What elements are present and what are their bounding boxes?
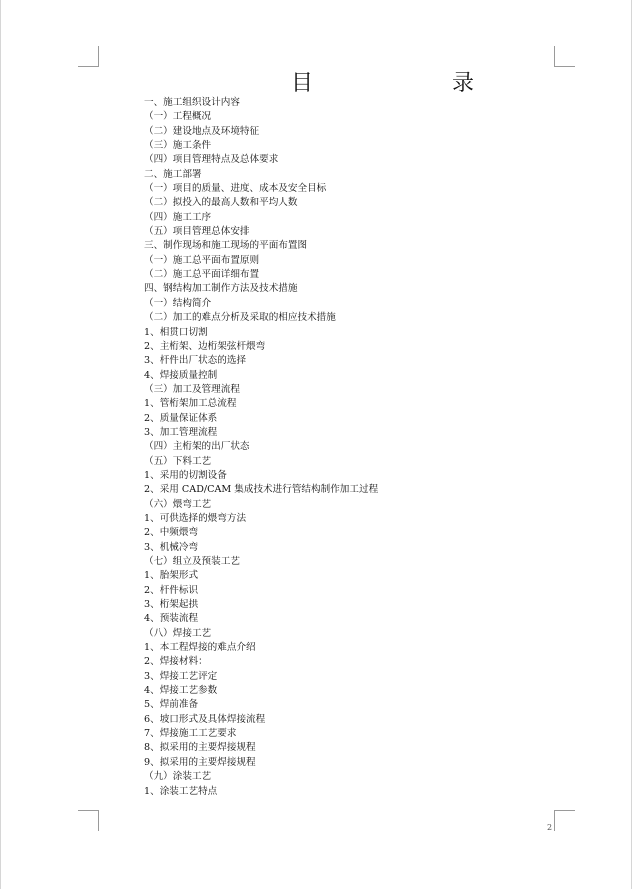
toc-entry: 2、主桁架、边桁架弦杆煨弯 xyxy=(144,340,266,352)
toc-entry: 3、机械冷弯 xyxy=(144,541,199,553)
toc-entry: （一）结构简介 xyxy=(144,297,212,309)
toc-entry: 8、拟采用的主要焊接规程 xyxy=(144,742,256,754)
toc-entry: （三）加工及管理流程 xyxy=(144,383,240,395)
toc-entry: （二）拟投入的最高人数和平均人数 xyxy=(144,197,298,209)
toc-entry: 1、可供选择的煨弯方法 xyxy=(144,512,247,524)
table-of-contents xyxy=(144,96,378,799)
toc-entry: 1、相贯口切割 xyxy=(144,326,208,338)
crop-mark-top-right xyxy=(554,46,575,67)
toc-entry: 三、制作现场和施工现场的平面布置图 xyxy=(144,240,308,252)
toc-entry: （六）煨弯工艺 xyxy=(144,498,212,510)
toc-entry: （八）焊接工艺 xyxy=(144,627,212,639)
toc-entry: （一）项目的质量、进度、成本及安全目标 xyxy=(144,183,327,195)
toc-entry: （四）主桁架的出厂状态 xyxy=(144,441,250,453)
toc-entry: 3、杆件出厂状态的选择 xyxy=(144,355,247,367)
toc-entry: （七）组立及预装工艺 xyxy=(144,556,240,567)
toc-entry: 4、焊接工艺参数 xyxy=(144,685,218,697)
crop-mark-bottom-left xyxy=(78,810,99,831)
toc-entry: 3、焊接工艺评定 xyxy=(144,670,218,682)
toc-entry: 3、桁架起拱 xyxy=(144,599,199,611)
toc-entry: 9、拟采用的主要焊接规程 xyxy=(144,756,256,768)
toc-entry: 一、施工组织设计内容 xyxy=(144,97,240,108)
toc-entry: 1、涂装工艺特点 xyxy=(144,785,218,797)
page-title: 目 录 xyxy=(291,71,540,96)
toc-entry: 2、杆件标识 xyxy=(144,584,199,596)
toc-entry: 4、预装流程 xyxy=(144,613,199,625)
toc-entry: 7、焊接施工工艺要求 xyxy=(144,728,237,740)
toc-entry: （三）施工条件 xyxy=(144,140,212,152)
toc-entry: （二）建设地点及环境特征 xyxy=(144,125,260,137)
toc-entry: 二、施工部署 xyxy=(144,168,202,180)
toc-entry: 2、质量保证体系 xyxy=(144,412,218,424)
toc-entry: （九）涂装工艺 xyxy=(144,771,212,783)
toc-entry: （二）加工的难点分析及采取的相应技术措施 xyxy=(144,312,336,324)
toc-entry: 1、管桁架加工总流程 xyxy=(144,398,237,410)
page-number: 2 xyxy=(547,823,553,832)
toc-entry: 3、加工管理流程 xyxy=(144,426,218,438)
toc-entry: 1、采用的切割设备 xyxy=(144,469,227,481)
toc-entry: 1、本工程焊接的难点介绍 xyxy=(144,642,256,654)
toc-entry: （五）下料工艺 xyxy=(144,455,212,467)
toc-entry: （二）施工总平面详细布置 xyxy=(144,269,260,281)
toc-entry: 4、焊接质量控制 xyxy=(144,369,218,381)
toc-entry: 2、中频煨弯 xyxy=(144,527,199,539)
toc-entry: 6、坡口形式及具体焊接流程 xyxy=(144,713,266,725)
crop-mark-bottom-right xyxy=(554,810,575,831)
toc-entry: 2、焊接材料： xyxy=(144,656,208,668)
toc-entry: 1、胎架形式 xyxy=(144,570,199,582)
toc-entry: （一）施工总平面布置原则 xyxy=(144,254,260,266)
toc-entry: 四、钢结构加工制作方法及技术措施 xyxy=(144,283,298,295)
toc-entry: 5、焊前准备 xyxy=(144,699,199,711)
toc-entry: （五）项目管理总体安排 xyxy=(144,226,250,238)
toc-entry: （四）施工工序 xyxy=(144,211,212,223)
toc-entry: 2、采用 CAD/CAM 集成技术进行管结构制作加工过程 xyxy=(144,484,379,496)
toc-entry: （一）工程概况 xyxy=(144,111,212,123)
crop-mark-top-left xyxy=(78,46,99,67)
toc-entry: （四）项目管理特点及总体要求 xyxy=(144,154,279,166)
